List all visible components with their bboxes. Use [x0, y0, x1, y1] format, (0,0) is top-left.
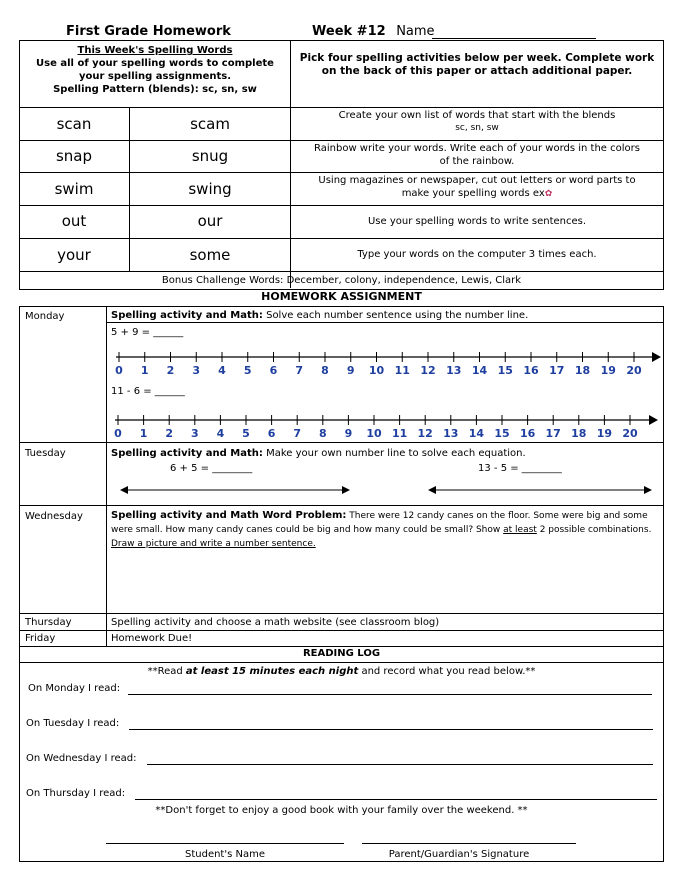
week-label: Week #12 Name: [312, 24, 435, 39]
parent-signature-line[interactable]: [362, 843, 576, 844]
tick-label: 14: [468, 427, 485, 440]
spelling-pattern: Spelling Pattern (blends): sc, sn, sw: [53, 84, 257, 95]
tick-label: 18: [574, 364, 591, 377]
monday-eq2: 11 - 6 = ______: [111, 386, 185, 397]
tick-label: 11: [394, 364, 410, 377]
log-field-wednesday[interactable]: [147, 764, 653, 765]
tick-label: 13: [443, 427, 459, 440]
number-line-1: [115, 352, 661, 377]
page-title: First Grade Homework: [66, 24, 231, 39]
tick-label: 9: [344, 427, 353, 440]
log-field-thursday[interactable]: [135, 799, 657, 800]
reading-log-intro: **Read at least 15 minutes each night and record what you read below.**: [147, 666, 536, 677]
tick-label: 17: [549, 364, 565, 377]
tick-label: 10: [366, 427, 382, 440]
student-signature-label: Student's Name: [184, 849, 265, 860]
tick-label: 3: [192, 364, 201, 377]
spelling-heading: This Week's Spelling Words: [77, 45, 233, 56]
tick-label: 14: [471, 364, 488, 377]
tick-label: 19: [596, 427, 613, 440]
tick-label: 6: [269, 364, 278, 377]
day-tuesday: Tuesday: [25, 448, 66, 459]
weekend-note: **Don't forget to enjoy a good book with your family over the weekend. **: [155, 805, 528, 816]
tick-label: 13: [446, 364, 462, 377]
activity-4: Use your spelling words to write sentences.: [367, 216, 587, 227]
tick-label: 5: [243, 364, 252, 377]
tick-label: 16: [519, 427, 536, 440]
tick-label: 10: [368, 364, 385, 377]
tick-label: 9: [346, 364, 355, 377]
tick-label: 0: [114, 427, 122, 440]
word-1a: scan: [56, 115, 92, 133]
tuesday-task: Spelling activity and Math: Make your own number line to solve each equation.: [111, 448, 526, 459]
monday-task: Spelling activity and Math: Solve each number sentence using the number line.: [111, 310, 529, 321]
tick-label: 0: [115, 364, 123, 377]
word-3a: swim: [54, 180, 94, 198]
tick-label: 6: [267, 427, 276, 440]
tick-label: 7: [293, 427, 302, 440]
spelling-instructions: Use all of your spelling words to complete your spelling assignments.: [36, 58, 274, 82]
day-wednesday: Wednesday: [25, 511, 83, 522]
log-line-tuesday: On Tuesday I read:: [26, 718, 120, 729]
log-line-thursday: On Thursday I read:: [26, 788, 126, 799]
log-field-tuesday[interactable]: [129, 729, 653, 730]
tick-label: 4: [218, 364, 226, 377]
tick-label: 18: [571, 427, 587, 440]
tick-label: 8: [318, 427, 327, 440]
pasted-letters-icon: ✿: [544, 189, 553, 199]
name-label: Name: [396, 24, 435, 39]
activity-5: Type your words on the computer 3 times each.: [357, 249, 597, 260]
day-thursday: Thursday: [25, 617, 72, 628]
day-friday: Friday: [25, 633, 56, 644]
log-field-monday[interactable]: [128, 694, 652, 695]
tick-label: 2: [165, 427, 174, 440]
word-4a: out: [61, 212, 87, 230]
assignment-heading: HOMEWORK ASSIGNMENT: [261, 290, 422, 303]
tick-label: 1: [139, 427, 148, 440]
tuesday-eq1: 6 + 5 = ________: [170, 463, 253, 474]
activities-intro: Pick four spelling activities below per week. Complete work on the back of this paper or attach additional paper.: [299, 52, 655, 77]
student-signature-line[interactable]: [106, 843, 344, 844]
reading-log-heading: READING LOG: [302, 648, 381, 659]
word-1b: scam: [190, 115, 230, 133]
wednesday-task: Spelling activity and Math Word Problem: There were 12 candy canes on the floor. Some were big and some were small. How many candy canes could be big and how many could be small? Show at least 2 possible combinations. Draw a picture and write a number sentence.: [111, 510, 652, 549]
tick-label: 20: [622, 427, 638, 440]
word-4b: our: [197, 212, 223, 230]
tick-label: 11: [391, 427, 408, 440]
thursday-task: Spelling activity and choose a math website (see classroom blog): [111, 617, 440, 628]
activity-3: Using magazines or newspaper, cut out letters or word parts to make your spelling words ex✿: [318, 175, 636, 199]
friday-task: Homework Due!: [111, 633, 193, 644]
tick-label: 12: [420, 364, 436, 377]
tick-label: 17: [545, 427, 561, 440]
spelling-heading-block: [22, 44, 288, 96]
log-line-monday: On Monday I read:: [28, 683, 121, 694]
tuesday-eq2: 13 - 5 = ________: [478, 463, 562, 474]
log-line-wednesday: On Wednesday I read:: [26, 753, 137, 764]
tick-label: 4: [216, 427, 225, 440]
tick-label: 16: [523, 364, 539, 377]
tick-label: 1: [140, 364, 149, 377]
number-lines: [106, 340, 664, 440]
tick-label: 8: [321, 364, 329, 377]
tick-label: 15: [497, 364, 513, 377]
day-monday: Monday: [25, 311, 65, 322]
arrow-right-icon: [649, 415, 658, 425]
word-2a: snap: [55, 147, 93, 165]
tick-label: 5: [242, 427, 250, 440]
activity-2: Rainbow write your words. Write each of your words in the colors of the rainbow.: [314, 143, 640, 167]
word-3b: swing: [188, 180, 232, 198]
word-5b: some: [189, 246, 231, 264]
tick-label: 15: [494, 427, 510, 440]
tick-label: 2: [166, 364, 175, 377]
word-2b: snug: [191, 147, 229, 165]
word-5a: your: [57, 246, 91, 264]
tick-label: 3: [190, 427, 199, 440]
arrow-right-icon: [652, 352, 661, 362]
blank-number-lines: [120, 483, 660, 497]
tick-label: 12: [417, 427, 433, 440]
tick-label: 19: [600, 364, 616, 377]
number-line-2: [114, 415, 658, 440]
parent-signature-label: Parent/Guardian's Signature: [388, 849, 530, 860]
bonus-words: Bonus Challenge Words: December, colony, independence, Lewis, Clark: [161, 275, 522, 286]
monday-eq1: 5 + 9 = ______: [111, 327, 184, 338]
tick-label: 20: [626, 364, 642, 377]
name-field[interactable]: [432, 38, 596, 39]
tick-label: 7: [295, 364, 304, 377]
activity-1: Create your own list of words that start with the blends sc, sn, sw: [338, 110, 616, 133]
